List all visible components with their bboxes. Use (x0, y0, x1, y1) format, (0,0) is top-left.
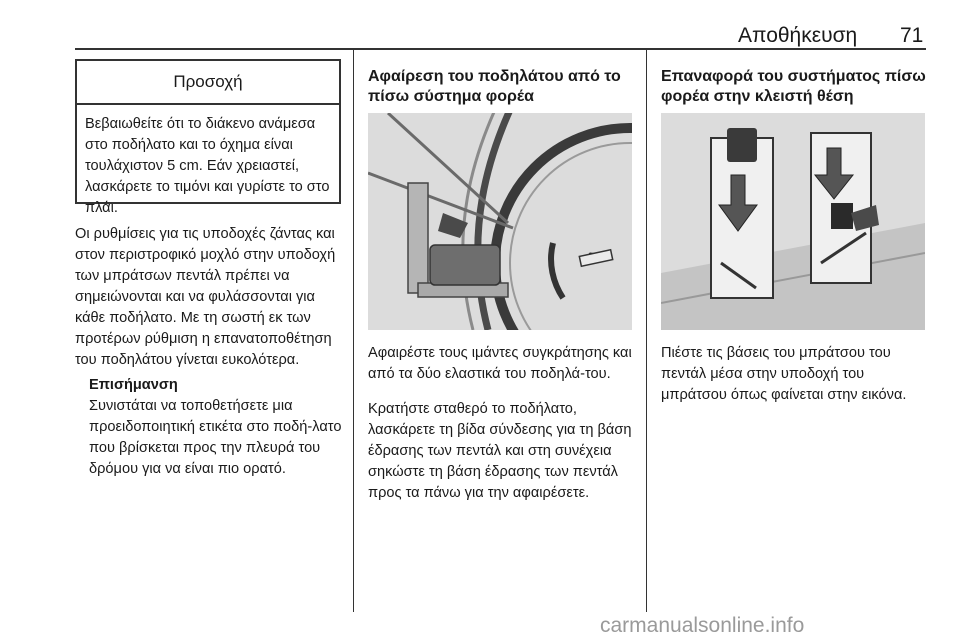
remove-straps-paragraph: Αφαιρέστε τους ιμάντες συγκράτησης και από τα δύο ελαστικά του ποδηλά-του. (368, 345, 632, 382)
column-divider-2 (646, 50, 647, 612)
caution-box (75, 59, 341, 216)
loosen-screw-paragraph: Κρατήστε σταθερό το ποδήλατο, λασκάρετε τη βίδα σύνδεσης για τη βάση έδρασης των πεντάλ και στη συνέχεια σηκώστε τη βάση έδρασης των πεντάλ προς τα πάνω για την αφαιρέσετε. (368, 401, 632, 501)
caution-body: Βεβαιωθείτε ότι το διάκενο ανάμεσα στο ποδήλατο και το όχημα είναι τουλάχιστον 5 cm. Εάν χρειαστεί, λασκάρετε το τιμόνι και γυρίστε το στο πλάι. (85, 116, 330, 216)
section-heading-closing: Επαναφορά του συστήματος πίσω φορέα στην κλειστή θέση (661, 68, 926, 105)
running-header-title: Αποθήκευση (738, 24, 858, 47)
pedal-arm-holder-figure (661, 113, 925, 330)
note-body: Συνιστάται να τοποθετήσετε μια προειδοποιητική ετικέτα στο ποδή-λατο που βρίσκεται προς την πλευρά του δρόμου για να είναι πιο ορατό. (89, 398, 342, 477)
note-block (89, 375, 345, 480)
press-holders-paragraph: Πιέστε τις βάσεις του μπράτσου του πεντάλ μέσα στην υποδοχή του μπράτσου όπως φαίνεται στην εικόνα. (661, 345, 907, 403)
header-rule (75, 48, 926, 50)
note-title: Επισήμανση (89, 377, 178, 393)
pedal-settings-paragraph: Οι ρυθμίσεις για τις υποδοχές ζάντας και στον περιστροφικό μοχλό στην υποδοχή των μπράτσων πεντάλ πρέπει να σημειώνονται και να φυλάσσονται για κάθε ποδήλατο. Με τη σωστή εκ των προτέρων ρύθμιση η επανατοποθέτηση του ποδηλάτου γίνεται ευκολότερα. (75, 226, 336, 368)
page-number: 71 (900, 24, 924, 47)
column-divider-1 (353, 50, 354, 612)
bicycle-wheel-illustration (368, 113, 632, 330)
caution-title: Προσοχή (77, 61, 339, 105)
section-heading-removal: Αφαίρεση του ποδηλάτου από το πίσω σύστημα φορέα (368, 68, 621, 105)
watermark: carmanualsonline.info (600, 614, 805, 637)
bicycle-removal-figure (368, 113, 632, 330)
pedal-arm-holder-illustration (661, 113, 925, 330)
